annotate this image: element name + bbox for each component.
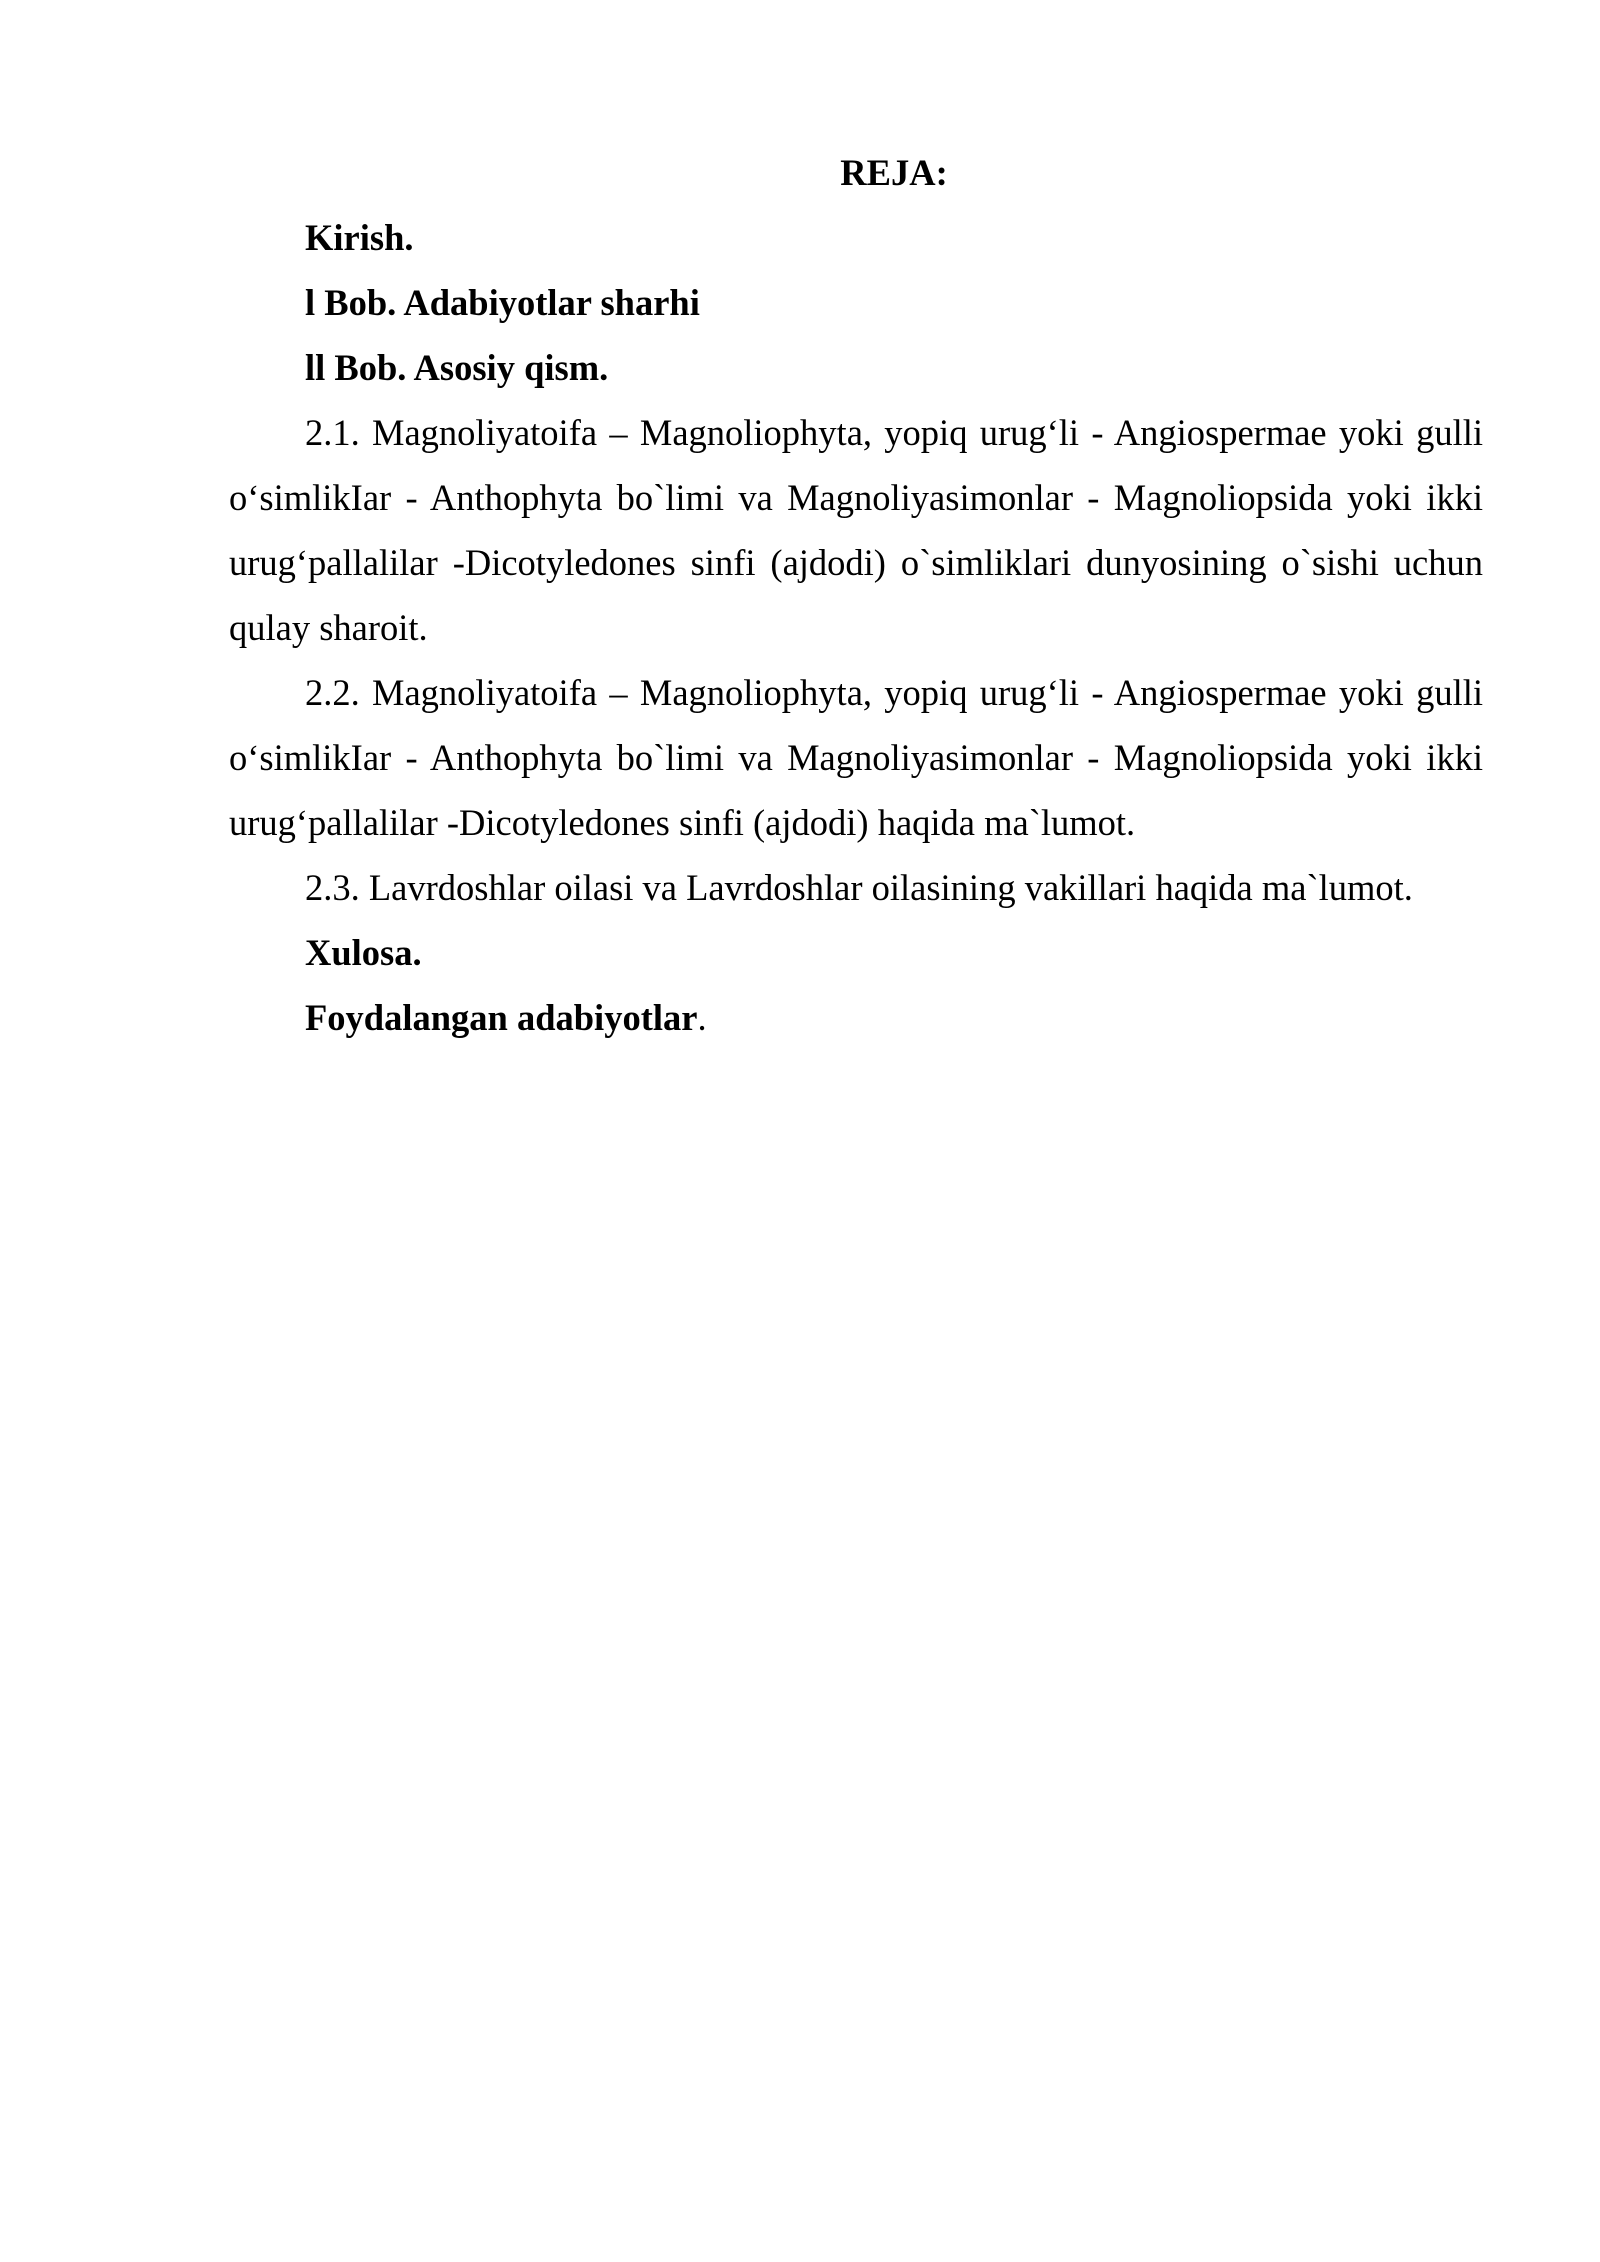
plan-content (229, 140, 1483, 1050)
plan-item-section-2-3: 2.3. Lavrdoshlar oilasi va Lavrdoshlar oilasining vakillari haqida ma`lumot. (305, 867, 1413, 908)
plan-item-section-2-2: 2.2. Magnoliyatoifa – Magnoliophyta, yopiq urug‘li - Angiospermae yoki gulli o‘simlikIar - Anthophyta bo`limi va Magnoliyasimonlar - Magnoliopsida yoki ikki urug‘pallalilar -Dicotyledones sinfi (ajdodi) haqida ma`lumot. (229, 672, 1483, 843)
plan-item-chapter-2: ll Bob. Asosiy qism. (305, 347, 609, 388)
plan-item-section-2-1: 2.1. Magnoliyatoifa – Magnoliophyta, yopiq urug‘li - Angiospermae yoki gulli o‘simlikIar - Anthophyta bo`limi va Magnoliyasimonlar - Magnoliopsida yoki ikki urug‘pallalilar -Dicotyledones sinfi (ajdodi) o`simliklari dunyosining o`sishi uchun qulay sharoit. (229, 412, 1483, 648)
plan-title: REJA: (840, 152, 948, 193)
plan-item-chapter-1: l Bob. Adabiyotlar sharhi (305, 282, 700, 323)
references-period: . (697, 997, 707, 1038)
plan-item-conclusion: Xulosa. (305, 932, 422, 973)
plan-item-introduction: Kirish. (305, 217, 414, 258)
plan-item-references (229, 985, 1483, 1050)
references-label: Foydalangan adabiyotlar (305, 997, 698, 1038)
